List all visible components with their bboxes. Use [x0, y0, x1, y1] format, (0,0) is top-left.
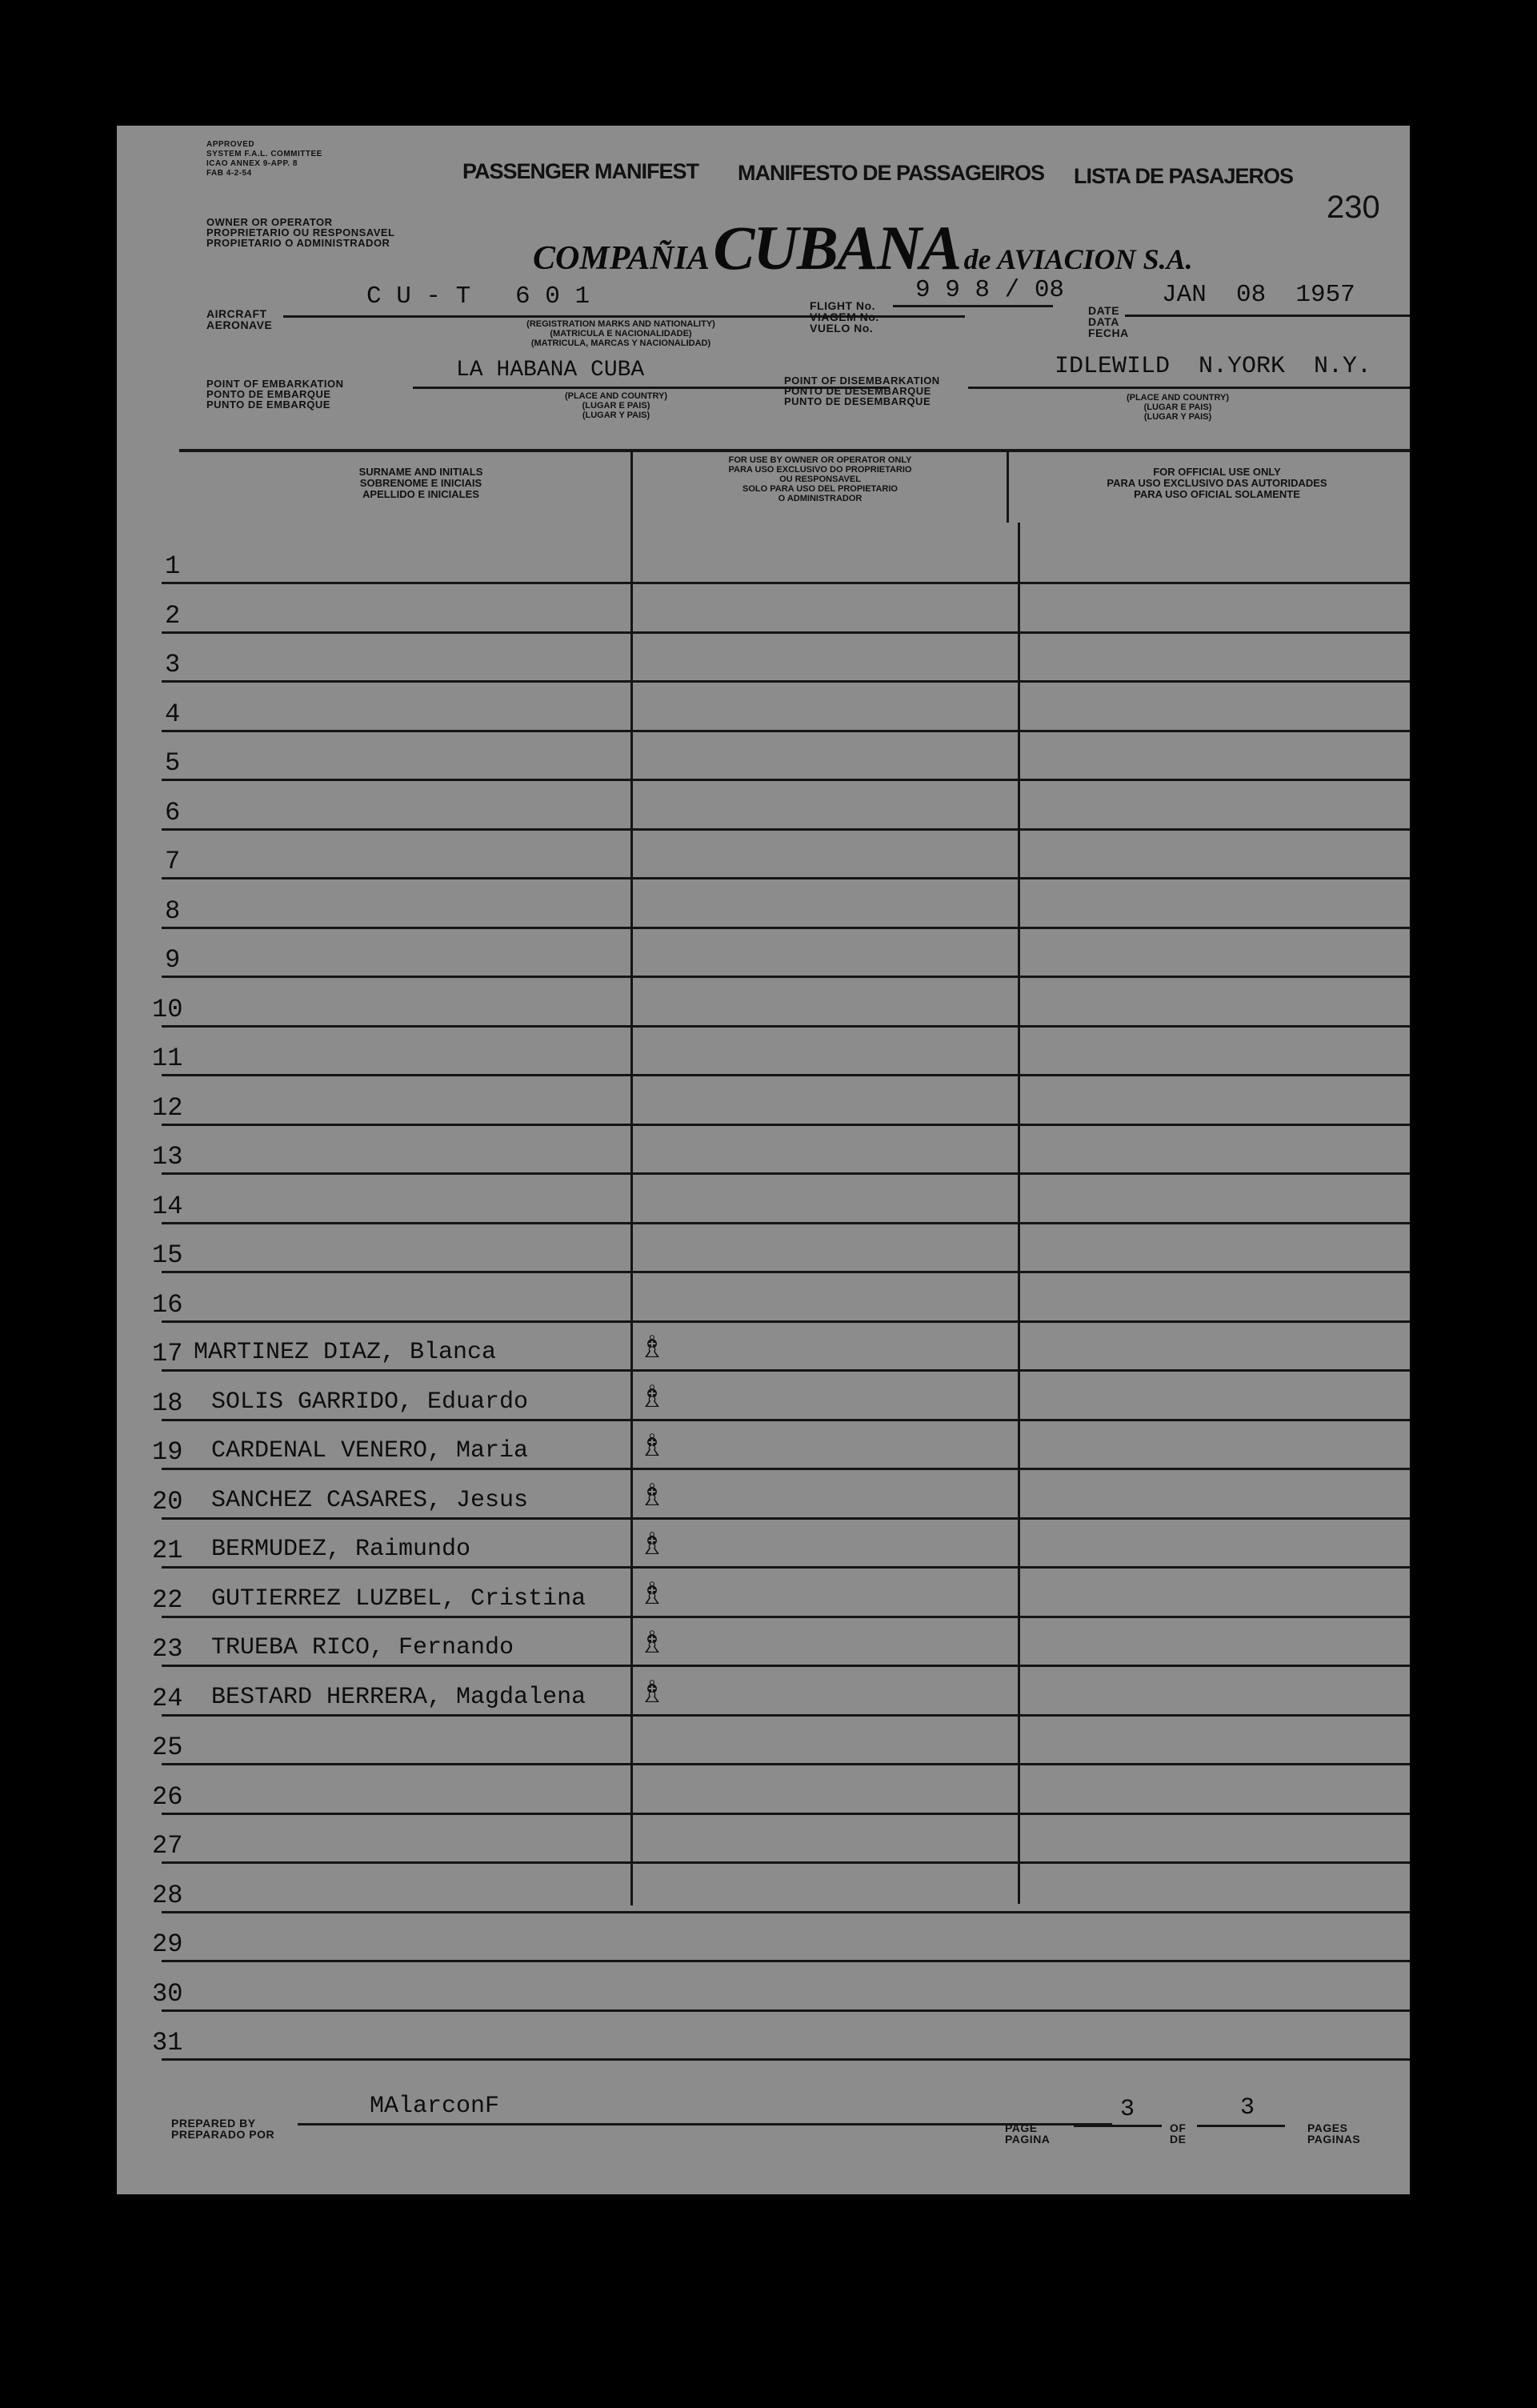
- checkmark-icon: ♗: [638, 1673, 666, 1709]
- checkmark-icon: ♗: [638, 1575, 666, 1611]
- row-rule: [162, 1222, 1410, 1224]
- row-rule: [162, 877, 1410, 879]
- embarkation-value: LA HABANA CUBA: [456, 358, 645, 383]
- passenger-name: BESTARD HERRERA, Magdalena: [211, 1683, 586, 1711]
- of-label: OF DE: [1170, 2122, 1187, 2146]
- row-number: 29: [152, 1929, 183, 1959]
- row-rule: [162, 1172, 1410, 1175]
- checkmark-icon: ♗: [638, 1329, 666, 1364]
- row-rule: [162, 1911, 1410, 1913]
- disembarkation-value: IDLEWILD N.YORK N.Y.: [1055, 353, 1372, 380]
- row-rule: [162, 631, 1410, 634]
- checkmark-icon: ♗: [638, 1378, 666, 1414]
- checkmark-icon: ♗: [638, 1625, 666, 1660]
- row-rule: [162, 2058, 1410, 2061]
- row-rule: [162, 1419, 1410, 1421]
- page-underline: [1074, 2125, 1162, 2127]
- disembarkation-sublabel: (PLACE AND COUNTRY) (LUGAR E PAIS) (LUGAR Y PAIS): [1126, 393, 1230, 422]
- passenger-name: SANCHEZ CASARES, Jesus: [211, 1486, 529, 1514]
- row-rule: [162, 1665, 1410, 1667]
- prepared-label: PREPARED BY PREPARADO POR: [171, 2117, 275, 2141]
- row-number: 25: [152, 1733, 183, 1762]
- row-number: 15: [152, 1240, 183, 1270]
- passenger-name: BERMUDEZ, Raimundo: [211, 1536, 471, 1563]
- title-es: LISTA DE PASAJEROS: [1074, 164, 1294, 188]
- disembarkation-underline: [968, 387, 1410, 389]
- of-value: 3: [1240, 2094, 1255, 2122]
- checkmark-icon: ♗: [638, 1526, 666, 1561]
- title-en: PASSENGER MANIFEST: [462, 159, 699, 183]
- of-underline: [1197, 2125, 1285, 2127]
- column-separator-1: [630, 451, 633, 1905]
- row-rule: [162, 976, 1410, 978]
- row-number: 1: [165, 551, 181, 581]
- airline-suffix: de AVIACION S.A.: [963, 243, 1193, 275]
- row-rule: [162, 730, 1410, 732]
- row-rule: [162, 582, 1410, 584]
- flight-label: FLIGHT No. VIAGEM No. VUELO No.: [810, 299, 879, 335]
- airline-prefix: COMPAÑIA: [533, 240, 710, 277]
- title-pt: MANIFESTO DE PASSAGEIROS: [738, 161, 1045, 185]
- checkmark-icon: ♗: [638, 1476, 666, 1513]
- passenger-name: GUTIERREZ LUZBEL, Cristina: [211, 1585, 586, 1613]
- date-label: DATE DATA FECHA: [1088, 304, 1129, 339]
- prepared-value: MAlarconF: [370, 2093, 500, 2120]
- row-number: 11: [152, 1044, 183, 1073]
- row-rule: [162, 1813, 1410, 1815]
- row-rule: [162, 828, 1410, 831]
- row-number: 28: [152, 1880, 183, 1910]
- row-rule: [162, 1468, 1410, 1470]
- row-rule: [162, 1763, 1410, 1765]
- column-header-owner: FOR USE BY OWNER OR OPERATOR ONLY PARA USO EXCLUSIVO DO PROPRIETARIO OU RESPONSAVEL SOLO PARA USO DEL PROPIETARIO O ADMINISTRADOR: [728, 455, 912, 503]
- disembarkation-label: POINT OF DISEMBARKATION PONTO DE DESEMBARQUE PUNTO DE DESEMBARQUE: [784, 375, 940, 407]
- date-value: JAN 08 1957: [1162, 281, 1355, 309]
- column-header-official: FOR OFFICIAL USE ONLY PARA USO EXCLUSIVO DAS AUTORIDADES PARA USO OFICIAL SOLAMENTE: [1107, 466, 1327, 500]
- row-rule: [162, 927, 1410, 929]
- row-number: 6: [165, 797, 181, 827]
- aircraft-label: AIRCRAFT AERONAVE: [206, 307, 273, 331]
- passenger-name: SOLIS GARRIDO, Eduardo: [211, 1388, 529, 1416]
- row-number: 17: [152, 1339, 183, 1368]
- passenger-name: MARTINEZ DIAZ, Blanca: [194, 1339, 497, 1366]
- row-number: 27: [152, 1831, 183, 1861]
- manifest-sheet: [117, 126, 1410, 2194]
- passenger-name: CARDENAL VENERO, Maria: [211, 1437, 529, 1464]
- row-number: 14: [152, 1191, 183, 1221]
- aircraft-sublabel: (REGISTRATION MARKS AND NATIONALITY) (MATRICULA E NACIONALIDADE) (MATRICULA, MARCAS Y NACIONALIDAD): [526, 319, 715, 348]
- row-rule: [162, 1861, 1410, 1864]
- row-rule: [162, 1517, 1410, 1520]
- flight-value: 9 9 8 / 08: [915, 276, 1065, 304]
- date-underline: [1125, 315, 1410, 317]
- airline-name: CUBANA: [713, 213, 961, 282]
- row-number: 12: [152, 1092, 183, 1123]
- row-rule: [162, 680, 1410, 683]
- row-rule: [162, 1074, 1410, 1076]
- page-number: 230: [1327, 190, 1380, 225]
- flight-underline: [893, 305, 1053, 307]
- column-header-name: SURNAME AND INITIALS SOBRENOME E INICIAIS APELLIDO E INICIALES: [358, 466, 483, 500]
- page-label: PAGE PAGINA: [1005, 2122, 1051, 2146]
- page-value: 3: [1120, 2096, 1135, 2123]
- approval-block: APPROVED SYSTEM F.A.L. COMMITTEE ICAO ANNEX 9-APP. 8 FAB 4-2-54: [206, 140, 322, 178]
- row-rule: [162, 1124, 1410, 1126]
- prepared-underline: [298, 2123, 1112, 2126]
- airline-logo: [533, 212, 1193, 284]
- aircraft-value: C U - T 6 0 1: [366, 282, 590, 311]
- row-number: 13: [152, 1142, 183, 1172]
- row-number: 19: [152, 1437, 183, 1467]
- row-rule: [162, 1369, 1410, 1372]
- row-number: 21: [152, 1536, 183, 1565]
- row-rule: [162, 2009, 1410, 2012]
- row-number: 8: [165, 895, 181, 926]
- row-number: 20: [152, 1486, 183, 1517]
- row-rule: [162, 1566, 1410, 1569]
- row-rule: [162, 1320, 1410, 1323]
- owner-label: OWNER OR OPERATOR PROPRIETARIO OU RESPONSAVEL PROPIETARIO O ADMINISTRADOR: [206, 216, 395, 249]
- pages-label: PAGES PAGINAS: [1307, 2122, 1361, 2146]
- row-number: 3: [165, 650, 181, 679]
- row-rule: [162, 1714, 1410, 1717]
- embarkation-label: POINT OF EMBARKATION PONTO DE EMBARQUE PUNTO DE EMBARQUE: [206, 378, 344, 411]
- column-separator-2: [1007, 451, 1009, 523]
- row-number: 9: [165, 945, 181, 975]
- row-number: 18: [152, 1388, 183, 1418]
- row-number: 16: [152, 1289, 183, 1320]
- row-number: 23: [152, 1634, 183, 1664]
- row-number: 22: [152, 1585, 183, 1615]
- embarkation-sublabel: (PLACE AND COUNTRY) (LUGAR E PAIS) (LUGAR Y PAIS): [564, 391, 668, 420]
- row-rule: [162, 1271, 1410, 1273]
- row-number: 4: [165, 699, 181, 729]
- checkmark-icon: ♗: [638, 1428, 666, 1463]
- row-number: 5: [165, 748, 181, 778]
- row-number: 30: [152, 1978, 183, 2009]
- row-rule: [162, 1616, 1410, 1618]
- row-number: 7: [165, 847, 181, 876]
- row-rule: [162, 1025, 1410, 1028]
- row-rule: [162, 1960, 1410, 1962]
- row-number: 2: [165, 600, 181, 631]
- row-number: 26: [152, 1781, 183, 1812]
- row-number: 10: [152, 994, 183, 1024]
- row-number: 24: [152, 1683, 183, 1713]
- row-rule: [162, 779, 1410, 781]
- table-top-rule: [179, 449, 1410, 452]
- row-number: 31: [152, 2028, 183, 2057]
- passenger-name: TRUEBA RICO, Fernando: [211, 1634, 514, 1661]
